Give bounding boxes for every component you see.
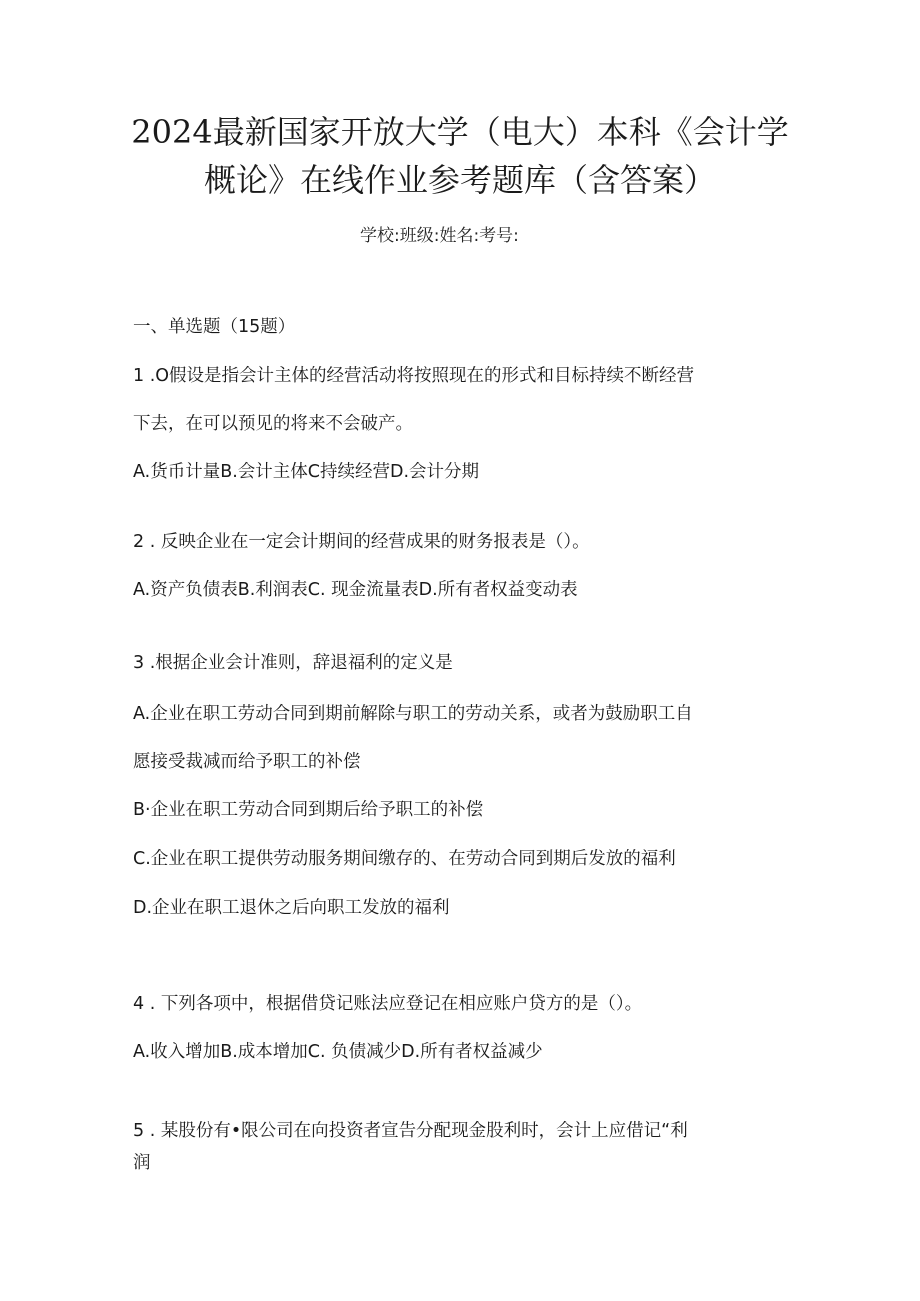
document-title-line-1: 2024最新国家开放大学（电大）本科《会计学 (131, 113, 789, 151)
question-5-stem-cont: 润 (133, 1153, 151, 1173)
question-3-option-d: D.企业在职工退休之后向职工发放的福利 (133, 898, 450, 918)
question-4-stem: 4 . 下列各项中，根据借贷记账法应登记在相应账户贷方的是（）。 (133, 994, 643, 1014)
question-3-stem: 3 .根据企业会计准则，辞退福利的定义是 (133, 653, 453, 673)
document-title-line-2: 概论》在线作业参考题库（含答案） (203, 161, 716, 199)
question-2-options: A.资产负债表B.利润表C. 现金流量表D.所有者权益变动表 (133, 580, 578, 600)
question-3-option-a-cont: 愿接受裁减而给予职工的补偿 (133, 752, 361, 772)
question-5-stem: 5 . 某股份有•限公司在向投资者宣告分配现金股利时，会计上应借记“利 (133, 1121, 688, 1141)
question-1-stem-cont: 下去，在可以预见的将来不会破产。 (133, 414, 413, 434)
question-4-options: A.收入增加B.成本增加C. 负债减少D.所有者权益减少 (133, 1042, 543, 1062)
question-1-options: A.货币计量B.会计主体C持续经营D.会计分期 (133, 462, 480, 482)
section-heading: 一、单选题（15题） (133, 317, 296, 337)
question-2-stem: 2 . 反映企业在一定会计期间的经营成果的财务报表是（）。 (133, 532, 590, 552)
student-info-line: 学校:班级:姓名:考号: (360, 226, 519, 246)
question-3-option-a: A.企业在职工劳动合同到期前解除与职工的劳动关系，或者为鼓励职工自 (133, 704, 693, 724)
question-1-stem: 1 .O假设是指会计主体的经营活动将按照现在的形式和目标持续不断经营 (133, 366, 695, 386)
question-3-option-c: C.企业在职工提供劳动服务期间缴存的、在劳动合同到期后发放的福利 (133, 849, 676, 869)
question-3-option-b: B·企业在职工劳动合同到期后给予职工的补偿 (133, 800, 484, 820)
